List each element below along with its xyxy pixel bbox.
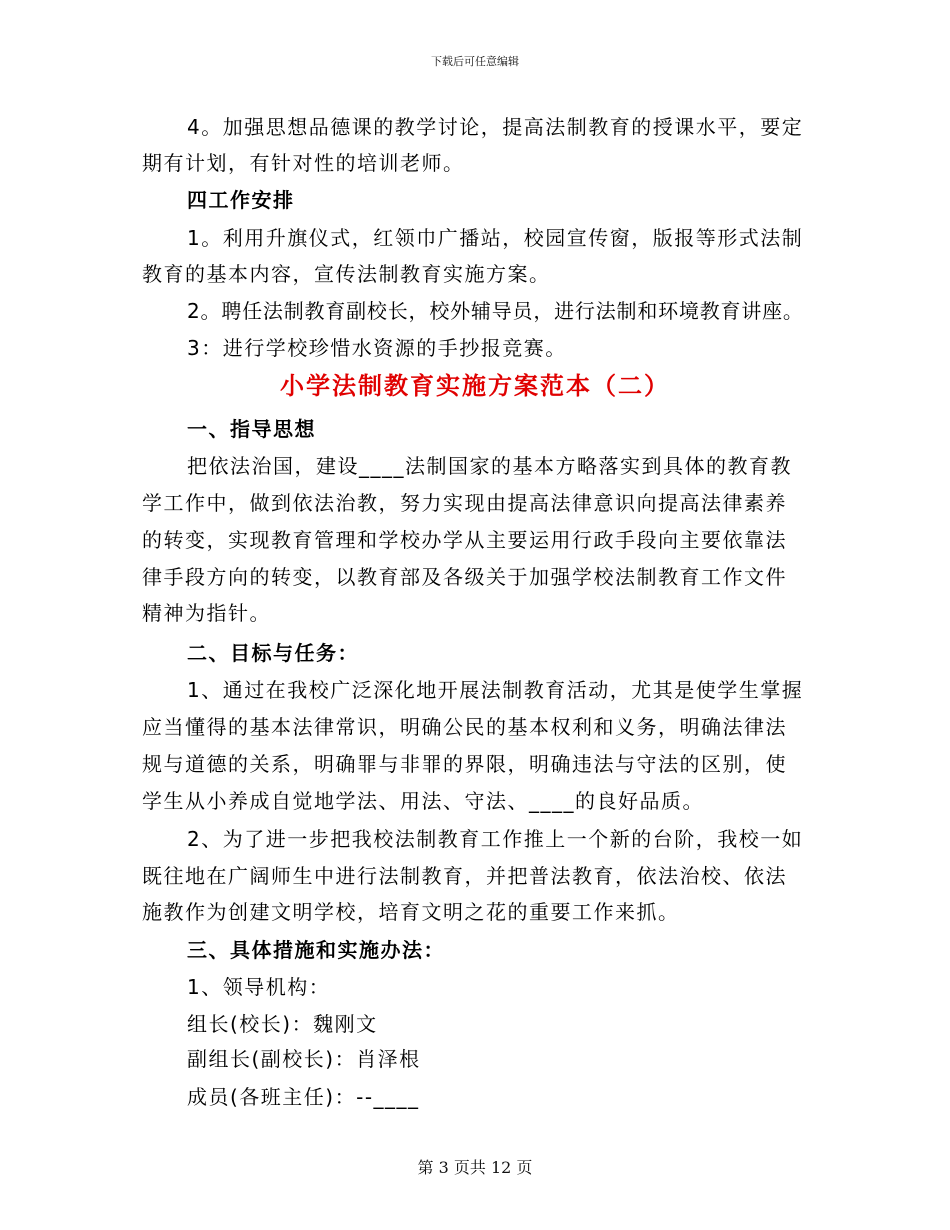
text-line: 4。加强思想品德课的教学讨论，提高法制教育的授课水平，要定 [187, 115, 804, 139]
text-line: 副组长(副校长)：肖泽根 [187, 1047, 421, 1071]
text-line: 组长(校长)：魏刚文 [187, 1012, 378, 1036]
text-line: 施教作为创建文明学校，培育文明之花的重要工作来抓。 [142, 900, 680, 924]
text-line: 1、领导机构： [187, 975, 331, 999]
text-line: 应当懂得的基本法律常识，明确公民的基本权利和义务，明确法律法 [142, 715, 787, 739]
text-line: 学工作中，做到依法治教，努力实现由提高法律意识向提高法律素养 [142, 491, 787, 515]
header-note: 下载后可任意编辑 [431, 55, 519, 68]
text-line: 规与道德的关系，明确罪与非罪的界限，明确违法与守法的区别，使 [142, 752, 787, 776]
text-line: 成员(各班主任)：--____ [187, 1085, 420, 1109]
text-line: 精神为指针。 [142, 601, 271, 625]
text-line: 2、为了进一步把我校法制教育工作推上一个新的台阶，我校一如 [187, 827, 804, 851]
text-line: 3：进行学校珍惜水资源的手抄报竞赛。 [187, 336, 567, 360]
section-heading: 三、具体措施和实施办法： [187, 938, 445, 962]
page-footer: 第 3 页共 12 页 [417, 1158, 533, 1177]
section-heading: 一、指导思想 [187, 417, 316, 441]
text-line: 1。利用升旗仪式，红领巾广播站，校园宣传窗，版报等形式法制 [187, 226, 804, 250]
section-heading: 二、目标与任务： [187, 641, 359, 665]
text-line: 律手段方向的转变，以教育部及各级关于加强学校法制教育工作文件 [142, 565, 787, 589]
text-line: 期有计划，有针对性的培训老师。 [142, 151, 465, 175]
section-title: 小学法制教育实施方案范本（二） [280, 372, 670, 400]
section-heading: 四工作安排 [187, 188, 295, 212]
text-line: 把依法治国，建设____法制国家的基本方略落实到具体的教育教 [187, 454, 792, 478]
text-line: 教育的基本内容，宣传法制教育实施方案。 [142, 262, 551, 286]
text-line: 的转变，实现教育管理和学校办学从主要运用行政手段向主要依靠法 [142, 528, 787, 552]
text-line: 既往地在广阔师生中进行法制教育，并把普法教育，依法治校、依法 [142, 864, 787, 888]
text-line: 2。聘任法制教育副校长，校外辅导员，进行法制和环境教育讲座。 [187, 299, 804, 323]
text-line: 学生从小养成自觉地学法、用法、守法、____的良好品质。 [142, 789, 704, 813]
text-line: 1、通过在我校广泛深化地开展法制教育活动，尤其是使学生掌握 [187, 678, 804, 702]
